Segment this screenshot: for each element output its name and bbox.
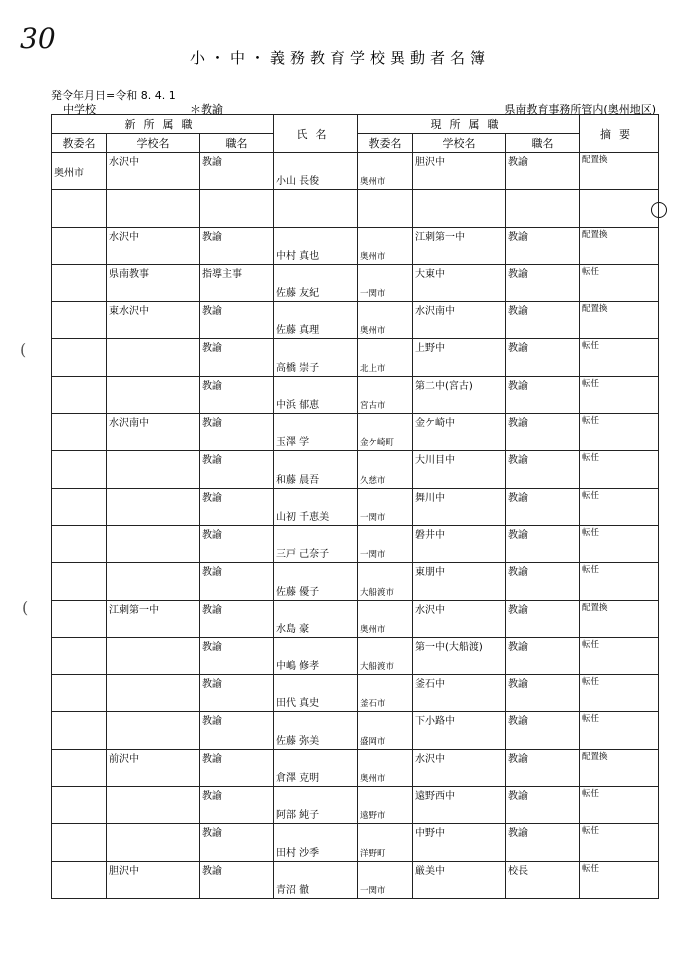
cur-school-cell: 東朋中 [413,563,506,600]
remarks-cell: 配置換 [580,153,659,190]
table-row [52,787,659,824]
name-cell: 中村 真也 [274,227,358,264]
table-row [52,600,659,637]
new-school-cell: 前沢中 [107,749,200,786]
new-board-cell [52,227,107,264]
name-cell: 小山 長俊 [274,153,358,190]
cur-board-cell: 久慈市 [358,451,413,488]
paren-mark: ( [22,598,29,617]
name-cell: 阿部 純子 [274,787,358,824]
new-position-cell: 教諭 [200,600,274,637]
new-school-cell [107,787,200,824]
remarks-cell: 転任 [580,488,659,525]
name-cell: 三戸 己奈子 [274,525,358,562]
header-new-affiliation: 新所属職 [52,115,274,134]
header-cur-board: 教委名 [358,134,413,153]
cur-board-cell: 洋野町 [358,824,413,861]
table-row [52,190,659,227]
cur-board-cell [358,190,413,227]
new-board-cell [52,264,107,301]
cur-position-cell: 教諭 [506,525,580,562]
new-board-cell [52,861,107,898]
new-position-cell: 教諭 [200,227,274,264]
table-row [52,861,659,898]
table-row [52,637,659,674]
new-school-cell [107,376,200,413]
cur-school-cell: 中野中 [413,824,506,861]
header-new-board: 教委名 [52,134,107,153]
remarks-cell: 配置換 [580,749,659,786]
office-name: 県南教育事務所管内(奥州地区) [504,103,656,116]
remarks-cell: 転任 [580,712,659,749]
new-position-cell: 教諭 [200,712,274,749]
header-current-affiliation: 現所属職 [358,115,580,134]
remarks-cell: 転任 [580,525,659,562]
cur-position-cell: 教諭 [506,600,580,637]
remarks-cell: 転任 [580,563,659,600]
table-row [52,712,659,749]
cur-board-cell: 奥州市 [358,227,413,264]
cur-position-cell: 教諭 [506,712,580,749]
position-filter: ＊教諭 [190,103,223,116]
cur-board-cell: 奥州市 [358,302,413,339]
new-board-cell [52,190,107,227]
new-position-cell: 教諭 [200,824,274,861]
new-position-cell: 教諭 [200,675,274,712]
cur-school-cell: 第一中(大船渡) [413,637,506,674]
cur-school-cell: 水沢中 [413,600,506,637]
cur-school-cell: 第二中(宮古) [413,376,506,413]
new-position-cell: 教諭 [200,525,274,562]
cur-school-cell: 厳美中 [413,861,506,898]
name-cell: 倉澤 克明 [274,749,358,786]
new-board-cell: 奥州市 [52,153,107,190]
new-school-cell: 県南教事 [107,264,200,301]
new-school-cell [107,637,200,674]
cur-school-cell: 大川目中 [413,451,506,488]
new-position-cell: 教諭 [200,861,274,898]
cur-position-cell: 教諭 [506,227,580,264]
new-school-cell [107,525,200,562]
remarks-cell: 転任 [580,414,659,451]
cur-school-cell: 胆沢中 [413,153,506,190]
new-position-cell: 教諭 [200,749,274,786]
new-school-cell [107,563,200,600]
remarks-cell: 転任 [580,787,659,824]
cur-position-cell: 教諭 [506,675,580,712]
cur-board-cell: 宮古市 [358,376,413,413]
remarks-cell [580,190,659,227]
cur-board-cell: 一関市 [358,525,413,562]
new-school-cell: 江刺第一中 [107,600,200,637]
new-board-cell [52,563,107,600]
remarks-cell: 転任 [580,675,659,712]
table-row [52,153,659,190]
table-row [52,525,659,562]
table-row [52,749,659,786]
new-position-cell: 教諭 [200,637,274,674]
cur-board-cell: 北上市 [358,339,413,376]
table-row [52,451,659,488]
new-school-cell: 水沢中 [107,227,200,264]
table-row [52,376,659,413]
name-cell: 佐藤 真理 [274,302,358,339]
cur-board-cell: 一関市 [358,264,413,301]
new-position-cell: 教諭 [200,451,274,488]
new-school-cell [107,190,200,227]
new-board-cell [52,339,107,376]
cur-board-cell: 遠野市 [358,787,413,824]
remarks-cell: 配置換 [580,227,659,264]
cur-board-cell: 一関市 [358,861,413,898]
remarks-cell: 転任 [580,339,659,376]
cur-school-cell: 金ケ崎中 [413,414,506,451]
cur-position-cell: 教諭 [506,264,580,301]
remarks-cell: 転任 [580,861,659,898]
header-new-position: 職名 [200,134,274,153]
cur-school-cell: 大東中 [413,264,506,301]
header-name: 氏名 [274,115,358,153]
new-position-cell: 指導主事 [200,264,274,301]
name-cell: 高橋 崇子 [274,339,358,376]
table-row [52,227,659,264]
new-school-cell: 胆沢中 [107,861,200,898]
table-row [52,339,659,376]
new-position-cell: 教諭 [200,302,274,339]
new-school-cell [107,712,200,749]
name-cell: 田代 真史 [274,675,358,712]
remarks-cell: 転任 [580,451,659,488]
cur-board-cell: 金ケ崎町 [358,414,413,451]
cur-school-cell: 上野中 [413,339,506,376]
name-cell: 佐藤 友紀 [274,264,358,301]
remarks-cell: 転任 [580,824,659,861]
new-board-cell [52,376,107,413]
new-board-cell [52,637,107,674]
header-cur-position: 職名 [506,134,580,153]
new-position-cell: 教諭 [200,414,274,451]
cur-board-cell: 大船渡市 [358,637,413,674]
cur-school-cell: 釜石中 [413,675,506,712]
roster-body [52,153,659,899]
header-new-school: 学校名 [107,134,200,153]
name-cell: 山初 千恵美 [274,488,358,525]
new-school-cell [107,675,200,712]
cur-school-cell: 舞川中 [413,488,506,525]
table-row [52,563,659,600]
new-board-cell [52,451,107,488]
name-cell: 田村 沙季 [274,824,358,861]
name-cell: 水島 豪 [274,600,358,637]
cur-board-cell: 釜石市 [358,675,413,712]
name-cell: 中浜 郁恵 [274,376,358,413]
new-position-cell: 教諭 [200,376,274,413]
name-cell: 青沼 徹 [274,861,358,898]
cur-position-cell: 教諭 [506,376,580,413]
cur-position-cell: 教諭 [506,749,580,786]
table-row [52,414,659,451]
table-row [52,824,659,861]
cur-position-cell [506,190,580,227]
cur-school-cell [413,190,506,227]
new-school-cell: 水沢中 [107,153,200,190]
roster-table [51,114,659,899]
cur-position-cell: 教諭 [506,488,580,525]
header-cur-school: 学校名 [413,134,506,153]
new-school-cell [107,339,200,376]
cur-position-cell: 教諭 [506,414,580,451]
page-number: 30 [20,22,56,55]
new-position-cell: 教諭 [200,339,274,376]
cur-school-cell: 水沢南中 [413,302,506,339]
new-board-cell [52,749,107,786]
table-row [52,264,659,301]
name-cell: 佐藤 弥美 [274,712,358,749]
new-board-cell [52,787,107,824]
cur-position-cell: 教諭 [506,787,580,824]
new-school-cell: 東水沢中 [107,302,200,339]
new-board-cell [52,824,107,861]
cur-position-cell: 教諭 [506,824,580,861]
cur-position-cell: 教諭 [506,563,580,600]
remarks-cell: 転任 [580,264,659,301]
new-board-cell [52,712,107,749]
cur-board-cell: 奥州市 [358,600,413,637]
new-position-cell: 教諭 [200,488,274,525]
new-school-cell [107,824,200,861]
remarks-cell: 転任 [580,376,659,413]
table-row [52,488,659,525]
table-row [52,675,659,712]
new-position-cell: 教諭 [200,787,274,824]
cur-position-cell: 校長 [506,861,580,898]
issue-date: 発令年月日=令和 8. 4. 1 [51,89,176,102]
new-board-cell [52,488,107,525]
new-school-cell [107,488,200,525]
name-cell: 佐藤 優子 [274,563,358,600]
table-row [52,302,659,339]
remarks-cell: 配置換 [580,302,659,339]
new-position-cell: 教諭 [200,153,274,190]
name-cell: 玉澤 学 [274,414,358,451]
new-board-cell [52,414,107,451]
document-title: 小・中・義務教育学校異動者名簿 [189,49,490,67]
cur-school-cell: 水沢中 [413,749,506,786]
new-position-cell [200,190,274,227]
cur-school-cell: 遠野西中 [413,787,506,824]
cur-position-cell: 教諭 [506,451,580,488]
new-board-cell [52,600,107,637]
cur-position-cell: 教諭 [506,339,580,376]
cur-school-cell: 江刺第一中 [413,227,506,264]
name-cell: 中嶋 修孝 [274,637,358,674]
cur-board-cell: 大船渡市 [358,563,413,600]
cur-position-cell: 教諭 [506,637,580,674]
new-school-cell: 水沢南中 [107,414,200,451]
new-board-cell [52,302,107,339]
cur-board-cell: 一関市 [358,488,413,525]
remarks-cell: 転任 [580,637,659,674]
name-cell: 和藤 晨吾 [274,451,358,488]
cur-board-cell: 奥州市 [358,153,413,190]
new-board-cell [52,525,107,562]
remarks-cell: 配置換 [580,600,659,637]
school-type: 中学校 [63,103,96,116]
new-board-cell [52,675,107,712]
cur-position-cell: 教諭 [506,302,580,339]
new-position-cell: 教諭 [200,563,274,600]
cur-school-cell: 磐井中 [413,525,506,562]
cur-board-cell: 奥州市 [358,749,413,786]
cur-school-cell: 下小路中 [413,712,506,749]
new-school-cell [107,451,200,488]
paren-mark: ( [20,340,27,359]
cur-board-cell: 盛岡市 [358,712,413,749]
header-remarks: 摘要 [580,115,659,153]
name-cell [274,190,358,227]
cur-position-cell: 教諭 [506,153,580,190]
